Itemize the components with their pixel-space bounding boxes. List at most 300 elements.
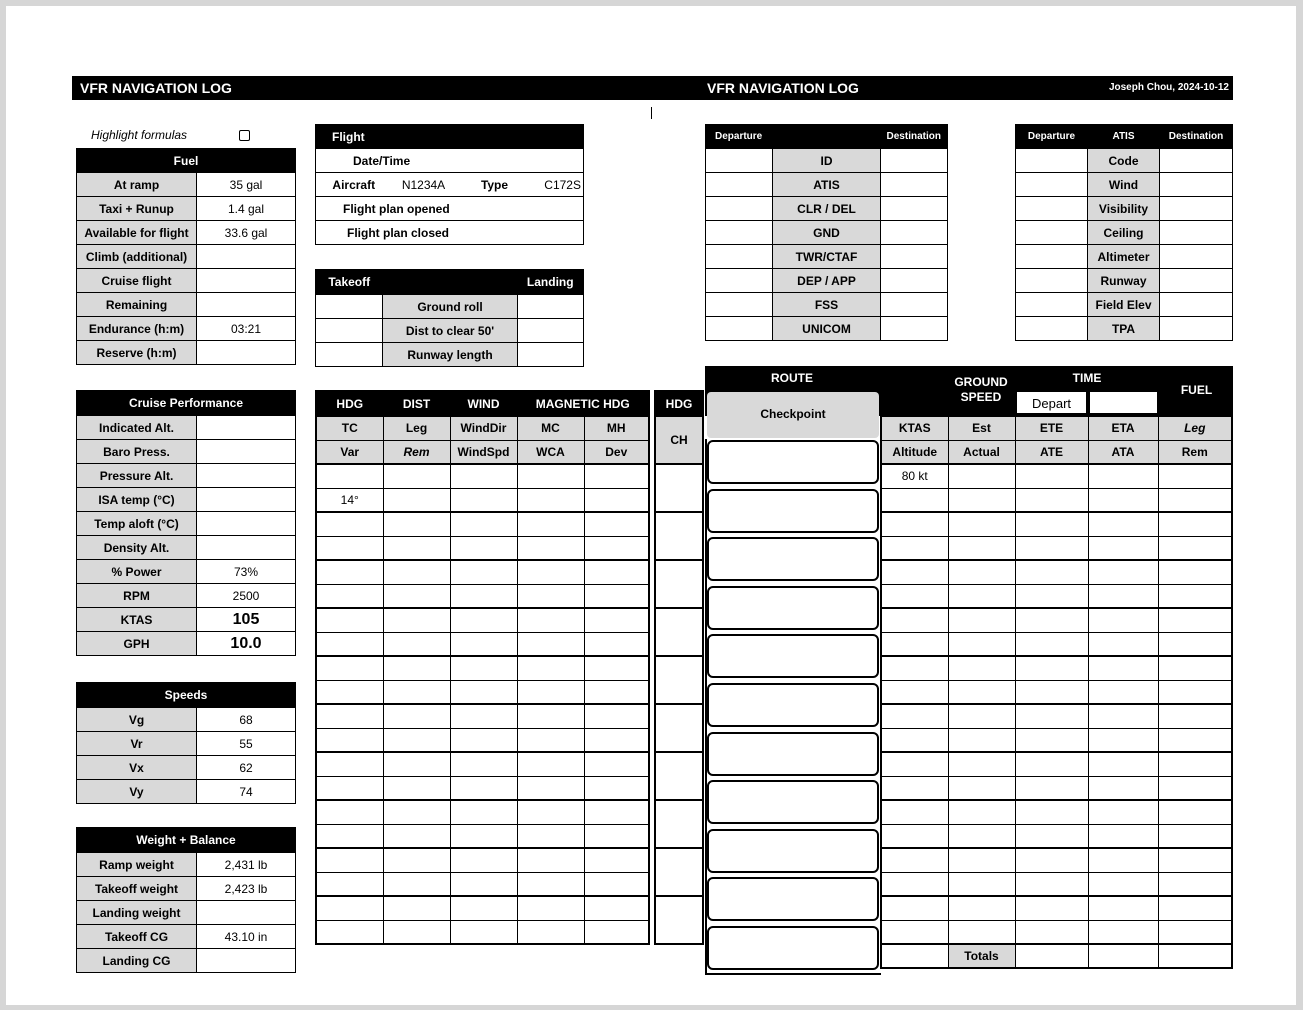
route-cell[interactable] bbox=[1088, 848, 1158, 872]
route-cell[interactable] bbox=[881, 608, 948, 632]
route-cell[interactable] bbox=[1015, 704, 1088, 728]
route-cell[interactable] bbox=[881, 896, 948, 920]
route-cell[interactable] bbox=[1158, 608, 1232, 632]
nav-cell[interactable] bbox=[584, 608, 649, 632]
nav-cell[interactable] bbox=[517, 872, 584, 896]
route-cell[interactable] bbox=[1088, 512, 1158, 536]
nav-cell[interactable] bbox=[316, 584, 383, 608]
nav-cell[interactable] bbox=[584, 584, 649, 608]
nav-cell[interactable] bbox=[316, 728, 383, 752]
route-cell[interactable] bbox=[948, 608, 1015, 632]
nav-cell[interactable] bbox=[517, 512, 584, 536]
route-h2: ETA bbox=[1088, 416, 1158, 440]
atis-dest-cell[interactable] bbox=[1160, 293, 1233, 317]
checkpoint-cell[interactable] bbox=[707, 877, 879, 921]
nav-cell[interactable] bbox=[383, 560, 450, 584]
route-cell[interactable] bbox=[1015, 728, 1088, 752]
route-cell[interactable] bbox=[948, 632, 1015, 656]
nav-cell[interactable] bbox=[584, 848, 649, 872]
nav-cell[interactable] bbox=[450, 752, 517, 776]
nav-cell[interactable] bbox=[450, 608, 517, 632]
nav-cell[interactable] bbox=[450, 920, 517, 944]
fuel-value[interactable] bbox=[197, 245, 296, 269]
route-cell[interactable] bbox=[1088, 704, 1158, 728]
nav-cell[interactable] bbox=[316, 824, 383, 848]
nav-cell[interactable] bbox=[517, 728, 584, 752]
nav-cell[interactable] bbox=[517, 824, 584, 848]
cruise-value[interactable] bbox=[197, 416, 296, 440]
route-cell[interactable] bbox=[948, 728, 1015, 752]
cruise-value[interactable]: 73% bbox=[197, 560, 296, 584]
route-cell[interactable] bbox=[948, 560, 1015, 584]
type-value[interactable]: C172S bbox=[534, 173, 584, 197]
nav-cell[interactable] bbox=[316, 920, 383, 944]
route-cell[interactable] bbox=[1158, 464, 1232, 488]
route-cell[interactable] bbox=[1088, 656, 1158, 680]
nav-cell[interactable] bbox=[383, 776, 450, 800]
route-cell[interactable] bbox=[881, 656, 948, 680]
route-cell[interactable] bbox=[948, 824, 1015, 848]
route-cell[interactable] bbox=[948, 800, 1015, 824]
ch-cell[interactable] bbox=[655, 512, 703, 560]
cruise-value[interactable] bbox=[197, 512, 296, 536]
ch-cell[interactable] bbox=[655, 464, 703, 512]
freq-dep-cell[interactable] bbox=[706, 221, 773, 245]
freq-dest-cell[interactable] bbox=[881, 221, 948, 245]
cruise-value[interactable] bbox=[197, 464, 296, 488]
nav-cell[interactable] bbox=[584, 824, 649, 848]
route-cell[interactable] bbox=[1158, 680, 1232, 704]
route-cell[interactable] bbox=[1088, 872, 1158, 896]
nav-cell[interactable] bbox=[584, 800, 649, 824]
route-cell[interactable] bbox=[1015, 872, 1088, 896]
nav-cell[interactable] bbox=[517, 632, 584, 656]
totals-cell[interactable] bbox=[1158, 944, 1232, 968]
wb-value[interactable] bbox=[197, 901, 296, 925]
nav-cell[interactable] bbox=[383, 704, 450, 728]
atis-dep-cell[interactable] bbox=[1016, 317, 1088, 341]
nav-cell[interactable] bbox=[316, 896, 383, 920]
nav-cell[interactable] bbox=[584, 464, 649, 488]
checkpoint-cell[interactable] bbox=[707, 732, 879, 776]
route-cell[interactable] bbox=[948, 464, 1015, 488]
nav-cell[interactable] bbox=[450, 656, 517, 680]
freq-dep-cell[interactable] bbox=[706, 173, 773, 197]
freq-dest-cell[interactable] bbox=[881, 245, 948, 269]
nav-cell[interactable] bbox=[517, 584, 584, 608]
atis-dest-cell[interactable] bbox=[1160, 221, 1233, 245]
route-cell[interactable] bbox=[1015, 632, 1088, 656]
route-cell[interactable] bbox=[1015, 896, 1088, 920]
route-cell[interactable] bbox=[1158, 512, 1232, 536]
nav-cell[interactable] bbox=[316, 560, 383, 584]
ch-cell[interactable] bbox=[655, 848, 703, 896]
nav-cell[interactable] bbox=[517, 560, 584, 584]
atis-dest-cell[interactable] bbox=[1160, 149, 1233, 173]
freq-dep-cell[interactable] bbox=[706, 245, 773, 269]
speed-value[interactable]: 74 bbox=[197, 780, 296, 804]
fuel-value[interactable]: 1.4 gal bbox=[197, 197, 296, 221]
highlight-formulas-checkbox[interactable] bbox=[239, 130, 250, 141]
atis-dep-cell[interactable] bbox=[1016, 269, 1088, 293]
nav-cell[interactable] bbox=[517, 536, 584, 560]
cruise-value[interactable]: 105 bbox=[197, 608, 296, 632]
nav-cell[interactable] bbox=[316, 776, 383, 800]
route-cell[interactable] bbox=[1158, 632, 1232, 656]
route-cell[interactable] bbox=[948, 872, 1015, 896]
freq-dep-cell[interactable] bbox=[706, 317, 773, 341]
route-cell[interactable] bbox=[948, 488, 1015, 512]
nav-cell[interactable] bbox=[584, 560, 649, 584]
nav-cell[interactable] bbox=[316, 512, 383, 536]
nav-cell[interactable] bbox=[450, 800, 517, 824]
freq-dest-cell[interactable] bbox=[881, 269, 948, 293]
nav-cell[interactable] bbox=[383, 824, 450, 848]
route-cell[interactable] bbox=[881, 848, 948, 872]
route-cell[interactable] bbox=[1158, 584, 1232, 608]
nav-cell[interactable] bbox=[316, 848, 383, 872]
nav-cell[interactable] bbox=[450, 560, 517, 584]
route-cell[interactable] bbox=[881, 536, 948, 560]
route-cell[interactable] bbox=[1088, 608, 1158, 632]
landing-cell[interactable] bbox=[518, 343, 584, 367]
atis-dep-cell[interactable] bbox=[1016, 197, 1088, 221]
fuel-value[interactable] bbox=[197, 293, 296, 317]
route-cell[interactable] bbox=[1158, 920, 1232, 944]
nav-cell[interactable] bbox=[584, 632, 649, 656]
nav-cell[interactable] bbox=[517, 848, 584, 872]
route-cell[interactable] bbox=[881, 584, 948, 608]
route-cell[interactable] bbox=[881, 704, 948, 728]
checkpoint-cell[interactable] bbox=[707, 586, 879, 630]
nav-cell[interactable] bbox=[517, 704, 584, 728]
route-cell[interactable] bbox=[1088, 680, 1158, 704]
nav-cell[interactable] bbox=[383, 656, 450, 680]
cruise-value[interactable]: 2500 bbox=[197, 584, 296, 608]
atis-dep-cell[interactable] bbox=[1016, 245, 1088, 269]
nav-cell[interactable] bbox=[584, 536, 649, 560]
route-cell[interactable]: 80 kt bbox=[881, 464, 948, 488]
nav-cell[interactable] bbox=[584, 872, 649, 896]
fuel-value[interactable] bbox=[197, 341, 296, 365]
takeoff-cell[interactable] bbox=[316, 295, 383, 319]
ch-cell[interactable] bbox=[655, 608, 703, 656]
route-cell[interactable] bbox=[881, 800, 948, 824]
nav-cell[interactable] bbox=[316, 752, 383, 776]
nav-cell[interactable] bbox=[584, 728, 649, 752]
route-cell[interactable] bbox=[1158, 872, 1232, 896]
route-cell[interactable] bbox=[1158, 704, 1232, 728]
route-cell[interactable] bbox=[1015, 488, 1088, 512]
ch-cell[interactable] bbox=[655, 704, 703, 752]
nav-cell[interactable] bbox=[383, 488, 450, 512]
route-cell[interactable] bbox=[948, 584, 1015, 608]
route-cell[interactable] bbox=[1158, 800, 1232, 824]
route-cell[interactable] bbox=[1015, 776, 1088, 800]
nav-cell[interactable] bbox=[316, 464, 383, 488]
route-cell[interactable] bbox=[948, 896, 1015, 920]
atis-departure-header: Departure bbox=[1016, 125, 1088, 149]
nav-cell[interactable] bbox=[517, 752, 584, 776]
nav-cell[interactable] bbox=[450, 776, 517, 800]
route-cell[interactable] bbox=[1088, 800, 1158, 824]
route-cell[interactable] bbox=[1158, 560, 1232, 584]
checkpoint-cell[interactable] bbox=[707, 440, 879, 484]
flight-plan-closed[interactable]: Flight plan closed bbox=[316, 221, 584, 245]
nav-cell[interactable] bbox=[517, 656, 584, 680]
takeoff-cell[interactable] bbox=[316, 319, 383, 343]
route-cell[interactable] bbox=[881, 872, 948, 896]
nav-cell[interactable] bbox=[450, 584, 517, 608]
freq-dep-cell[interactable] bbox=[706, 293, 773, 317]
route-cell[interactable] bbox=[948, 752, 1015, 776]
route-cell[interactable] bbox=[1015, 656, 1088, 680]
route-cell[interactable] bbox=[1015, 608, 1088, 632]
route-cell[interactable] bbox=[1015, 848, 1088, 872]
totals-cell[interactable] bbox=[1088, 944, 1158, 968]
nav-cell[interactable] bbox=[383, 728, 450, 752]
route-cell[interactable] bbox=[881, 632, 948, 656]
nav-cell[interactable] bbox=[450, 512, 517, 536]
route-cell[interactable] bbox=[1088, 896, 1158, 920]
totals-cell[interactable] bbox=[1015, 944, 1088, 968]
takeoff-cell[interactable] bbox=[316, 343, 383, 367]
route-cell[interactable] bbox=[1088, 536, 1158, 560]
route-cell[interactable] bbox=[1015, 584, 1088, 608]
nav-cell[interactable] bbox=[450, 848, 517, 872]
route-cell[interactable] bbox=[1015, 464, 1088, 488]
nav-cell[interactable] bbox=[584, 488, 649, 512]
freq-dest-cell[interactable] bbox=[881, 197, 948, 221]
nav-cell[interactable] bbox=[316, 536, 383, 560]
nav-cell[interactable] bbox=[383, 680, 450, 704]
route-cell[interactable] bbox=[881, 776, 948, 800]
freq-dest-cell[interactable] bbox=[881, 173, 948, 197]
wb-value[interactable]: 43.10 in bbox=[197, 925, 296, 949]
nav-cell[interactable] bbox=[316, 632, 383, 656]
atis-dep-cell[interactable] bbox=[1016, 173, 1088, 197]
checkpoint-cell[interactable] bbox=[707, 683, 879, 727]
checkpoint-cell[interactable] bbox=[707, 829, 879, 873]
freq-dest-cell[interactable] bbox=[881, 293, 948, 317]
route-cell[interactable] bbox=[1158, 776, 1232, 800]
nav-cell[interactable] bbox=[450, 536, 517, 560]
atis-dest-cell[interactable] bbox=[1160, 245, 1233, 269]
nav-cell[interactable] bbox=[316, 800, 383, 824]
nav-cell[interactable] bbox=[383, 752, 450, 776]
route-cell[interactable] bbox=[1015, 680, 1088, 704]
nav-cell[interactable] bbox=[517, 464, 584, 488]
nav-cell[interactable] bbox=[517, 896, 584, 920]
nav-cell[interactable] bbox=[450, 896, 517, 920]
nav-cell[interactable] bbox=[517, 680, 584, 704]
atis-dep-cell[interactable] bbox=[1016, 293, 1088, 317]
route-cell[interactable] bbox=[1015, 920, 1088, 944]
nav-cell[interactable] bbox=[450, 680, 517, 704]
wb-value[interactable]: 2,431 lb bbox=[197, 853, 296, 877]
route-cell[interactable] bbox=[948, 536, 1015, 560]
checkpoint-cell[interactable] bbox=[707, 634, 879, 678]
wb-value[interactable] bbox=[197, 949, 296, 973]
route-cell[interactable] bbox=[1015, 512, 1088, 536]
nav-cell[interactable] bbox=[383, 632, 450, 656]
route-cell[interactable] bbox=[881, 920, 948, 944]
atis-dep-cell[interactable] bbox=[1016, 149, 1088, 173]
route-cell[interactable] bbox=[1158, 824, 1232, 848]
nav-cell[interactable] bbox=[383, 512, 450, 536]
speeds-title: Speeds bbox=[77, 683, 296, 708]
nav-cell[interactable]: 14° bbox=[316, 488, 383, 512]
ch-cell[interactable] bbox=[655, 800, 703, 848]
route-cell[interactable] bbox=[1015, 800, 1088, 824]
route-cell[interactable] bbox=[1088, 824, 1158, 848]
route-cell[interactable] bbox=[948, 704, 1015, 728]
route-cell[interactable] bbox=[1158, 728, 1232, 752]
route-cell[interactable] bbox=[1158, 896, 1232, 920]
route-cell[interactable] bbox=[1088, 464, 1158, 488]
route-cell[interactable] bbox=[948, 920, 1015, 944]
nav-cell[interactable] bbox=[383, 584, 450, 608]
atis-dest-cell[interactable] bbox=[1160, 173, 1233, 197]
speed-value[interactable]: 62 bbox=[197, 756, 296, 780]
route-cell[interactable] bbox=[1088, 560, 1158, 584]
cruise-value[interactable]: 10.0 bbox=[197, 632, 296, 656]
fuel-value[interactable] bbox=[197, 269, 296, 293]
wb-value[interactable]: 2,423 lb bbox=[197, 877, 296, 901]
route-cell[interactable] bbox=[1088, 776, 1158, 800]
route-cell[interactable] bbox=[1015, 536, 1088, 560]
route-cell[interactable] bbox=[948, 776, 1015, 800]
speed-value[interactable]: 55 bbox=[197, 732, 296, 756]
speed-value[interactable]: 68 bbox=[197, 708, 296, 732]
nav-cell[interactable] bbox=[584, 704, 649, 728]
atis-dep-cell[interactable] bbox=[1016, 221, 1088, 245]
atis-dest-cell[interactable] bbox=[1160, 269, 1233, 293]
nav-cell[interactable] bbox=[584, 920, 649, 944]
landing-cell[interactable] bbox=[518, 319, 584, 343]
nav-cell[interactable] bbox=[450, 464, 517, 488]
nav-cell[interactable] bbox=[517, 920, 584, 944]
freq-dep-cell[interactable] bbox=[706, 149, 773, 173]
route-cell[interactable] bbox=[948, 656, 1015, 680]
atis-label: Visibility bbox=[1088, 197, 1160, 221]
nav-cell[interactable] bbox=[584, 680, 649, 704]
route-cell[interactable] bbox=[948, 680, 1015, 704]
atis-dest-cell[interactable] bbox=[1160, 317, 1233, 341]
route-cell[interactable] bbox=[1088, 920, 1158, 944]
nav-cell[interactable] bbox=[316, 680, 383, 704]
nav-cell[interactable] bbox=[517, 776, 584, 800]
nav-cell[interactable] bbox=[383, 464, 450, 488]
checkpoint-cell[interactable] bbox=[707, 926, 879, 970]
route-cell[interactable] bbox=[1158, 488, 1232, 512]
nav-cell[interactable] bbox=[316, 704, 383, 728]
nav-cell[interactable] bbox=[383, 800, 450, 824]
nav-cell[interactable] bbox=[316, 872, 383, 896]
route-cell[interactable] bbox=[1158, 536, 1232, 560]
fuel-value[interactable]: 35 gal bbox=[197, 173, 296, 197]
route-cell[interactable] bbox=[1088, 752, 1158, 776]
route-cell[interactable] bbox=[1015, 752, 1088, 776]
nav-cell[interactable] bbox=[316, 608, 383, 632]
cruise-value[interactable] bbox=[197, 536, 296, 560]
route-cell[interactable] bbox=[881, 728, 948, 752]
nav-cell[interactable] bbox=[383, 920, 450, 944]
freq-dest-cell[interactable] bbox=[881, 149, 948, 173]
route-cell[interactable] bbox=[1088, 632, 1158, 656]
ch-cell[interactable] bbox=[655, 656, 703, 704]
nav-cell[interactable] bbox=[450, 728, 517, 752]
nav-cell[interactable] bbox=[450, 824, 517, 848]
freq-dest-cell[interactable] bbox=[881, 317, 948, 341]
nav-cell[interactable] bbox=[450, 872, 517, 896]
ch-cell[interactable] bbox=[655, 752, 703, 800]
route-cell[interactable] bbox=[881, 752, 948, 776]
atis-dest-cell[interactable] bbox=[1160, 197, 1233, 221]
nav-cell[interactable] bbox=[383, 608, 450, 632]
freq-dep-cell[interactable] bbox=[706, 269, 773, 293]
cruise-value[interactable] bbox=[197, 488, 296, 512]
route-cell[interactable] bbox=[948, 512, 1015, 536]
landing-cell[interactable] bbox=[518, 295, 584, 319]
nav-cell[interactable] bbox=[517, 488, 584, 512]
flight-datetime-label[interactable]: Date/Time bbox=[316, 149, 584, 173]
nav-cell[interactable] bbox=[383, 872, 450, 896]
fuel-value[interactable]: 03:21 bbox=[197, 317, 296, 341]
nav-cell[interactable] bbox=[584, 512, 649, 536]
nav-cell[interactable] bbox=[517, 608, 584, 632]
route-cell[interactable] bbox=[1088, 584, 1158, 608]
route-cell[interactable] bbox=[881, 488, 948, 512]
nav-cell[interactable] bbox=[584, 896, 649, 920]
route-cell[interactable] bbox=[1088, 728, 1158, 752]
nav-cell[interactable] bbox=[584, 656, 649, 680]
checkpoint-cell[interactable] bbox=[707, 780, 879, 824]
nav-cell[interactable] bbox=[450, 488, 517, 512]
route-cell[interactable] bbox=[1158, 752, 1232, 776]
route-cell[interactable] bbox=[1015, 560, 1088, 584]
flight-plan-opened[interactable]: Flight plan opened bbox=[316, 197, 584, 221]
route-cell[interactable] bbox=[1158, 848, 1232, 872]
depart-time-input[interactable] bbox=[1089, 391, 1158, 414]
nav-cell[interactable] bbox=[450, 704, 517, 728]
route-cell[interactable] bbox=[881, 824, 948, 848]
route-cell[interactable] bbox=[1088, 488, 1158, 512]
nav-cell[interactable] bbox=[383, 536, 450, 560]
ch-cell[interactable] bbox=[655, 896, 703, 944]
route-cell[interactable] bbox=[1015, 824, 1088, 848]
nav-cell[interactable] bbox=[450, 632, 517, 656]
checkpoint-cell[interactable] bbox=[707, 489, 879, 533]
nav-cell[interactable] bbox=[517, 800, 584, 824]
fuel-value[interactable]: 33.6 gal bbox=[197, 221, 296, 245]
nav-cell[interactable] bbox=[316, 656, 383, 680]
nav-cell[interactable] bbox=[584, 752, 649, 776]
cruise-value[interactable] bbox=[197, 440, 296, 464]
route-cell[interactable] bbox=[881, 512, 948, 536]
aircraft-value[interactable]: N1234A bbox=[392, 173, 456, 197]
route-cell[interactable] bbox=[881, 560, 948, 584]
ch-cell[interactable] bbox=[655, 560, 703, 608]
route-cell[interactable] bbox=[881, 680, 948, 704]
nav-cell[interactable] bbox=[383, 896, 450, 920]
route-cell[interactable] bbox=[948, 848, 1015, 872]
checkpoint-cell[interactable] bbox=[707, 537, 879, 581]
freq-dep-cell[interactable] bbox=[706, 197, 773, 221]
route-cell[interactable] bbox=[1158, 656, 1232, 680]
nav-cell[interactable] bbox=[383, 848, 450, 872]
nav-cell[interactable] bbox=[584, 776, 649, 800]
